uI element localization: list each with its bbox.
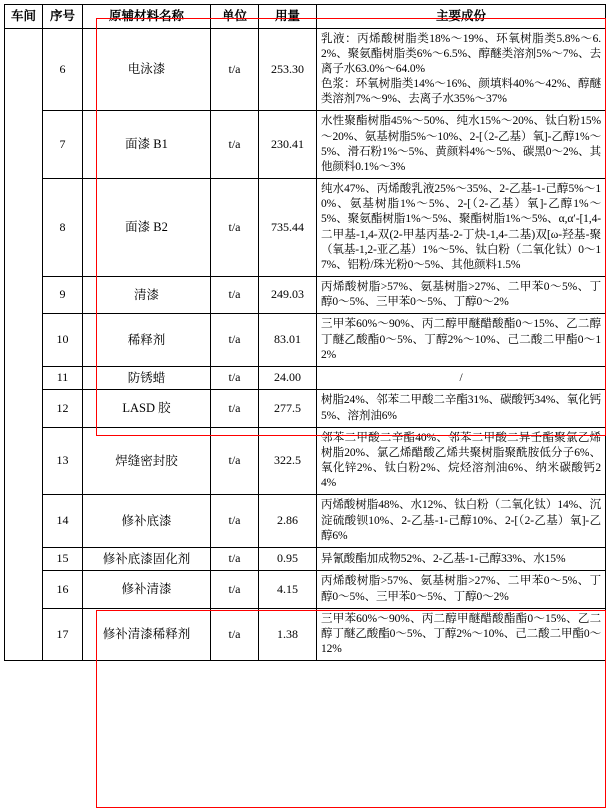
cell-material-name: 防锈蜡 [83,366,211,390]
table-row [5,111,606,179]
cell-material-name: LASD 胶 [83,390,211,427]
cell-composition: 丙烯酸树脂>57%、氨基树脂>27%、二甲苯0～5%、丁醇0～5%、三甲苯0～5%、丁醇0～2% [317,277,606,314]
cell-quantity: 2.86 [259,495,317,548]
cell-sequence: 14 [43,495,83,548]
cell-composition: 丙烯酸树脂>57%、氨基树脂>27%、二甲苯0～5%、丁醇0～5%、三甲苯0～5%、丁醇0～2% [317,571,606,608]
cell-quantity: 83.01 [259,314,317,367]
cell-unit: t/a [211,111,259,179]
table-header-row [5,5,606,29]
cell-sequence: 11 [43,366,83,390]
cell-composition: 纯水47%、丙烯酸乳液25%～35%、2-乙基-1-己醇5%～10%、氨基树脂1%～5%、2-[（2-乙基）氧]-乙醇1%～5%、聚氨酯树脂1%～5%、聚酯树脂1%～5%、α,α′-[1,4-二甲基-1,4-双(2-甲基丙基-2-丁炔-1,4-二基)双[ω-羟基-聚（氧基-1,2-亚乙基）1%～5%、钛白粉（二氧化钛）0～17%、铝粉/珠光粉0～5%、其他颜料1.5% [317,179,606,277]
cell-quantity: 322.5 [259,427,317,495]
cell-quantity: 24.00 [259,366,317,390]
table-row [5,608,606,661]
cell-material-name: 修补底漆固化剂 [83,547,211,571]
cell-material-name: 稀释剂 [83,314,211,367]
cell-sequence: 16 [43,571,83,608]
table-row [5,277,606,314]
cell-quantity: 230.41 [259,111,317,179]
cell-composition: 树脂24%、邻苯二甲酸二辛酯31%、碳酸钙34%、氧化钙5%、溶剂油6% [317,390,606,427]
raw-material-table [4,4,606,661]
table-row [5,547,606,571]
cell-sequence: 13 [43,427,83,495]
cell-unit: t/a [211,366,259,390]
cell-composition: 水性聚酯树脂45%～50%、纯水15%～20%、钛白粉15%～20%、氨基树脂5%～10%、2-[（2-乙基）氧]-乙醇1%～5%、滑石粉1%～5%、黄颜料4%～5%、碳黑0～2%、其他颜料0.1%～3% [317,111,606,179]
cell-composition: 异氰酸酯加成物52%、2-乙基-1-己醇33%、水15% [317,547,606,571]
table-row [5,179,606,277]
cell-composition: 三甲苯60%～90%、丙二醇甲醚醋酸酯酯0～15%、乙二醇丁醚乙酸酯0～5%、丁醇2%～10%、己二酸二甲酯0～12% [317,608,606,661]
cell-quantity: 253.30 [259,28,317,111]
cell-sequence: 7 [43,111,83,179]
table-header [5,5,606,29]
cell-composition: 邻苯二甲酸二辛酯40%、邻苯二甲酸二异壬酯聚氯乙烯树脂20%、氯乙烯醋酸乙烯共聚树脂聚酰胺低分子6%、氧化锌2%、钛白粉2%、烷烃溶剂油6%、纳米碳酸钙24% [317,427,606,495]
cell-quantity: 0.95 [259,547,317,571]
cell-sequence: 6 [43,28,83,111]
cell-material-name: 清漆 [83,277,211,314]
cell-unit: t/a [211,608,259,661]
table-row [5,495,606,548]
cell-unit: t/a [211,390,259,427]
cell-sequence: 12 [43,390,83,427]
cell-sequence: 15 [43,547,83,571]
cell-quantity: 249.03 [259,277,317,314]
cell-workshop [5,28,43,661]
cell-unit: t/a [211,277,259,314]
cell-unit: t/a [211,28,259,111]
cell-material-name: 面漆 B2 [83,179,211,277]
table-row [5,314,606,367]
column-header-composition: 主要成份 [317,5,606,29]
cell-unit: t/a [211,314,259,367]
cell-unit: t/a [211,427,259,495]
cell-sequence: 10 [43,314,83,367]
cell-composition: 丙烯酸树脂48%、水12%、钛白粉（二氧化钛）14%、沉淀硫酸钡10%、2-乙基-1-己醇10%、2-[（2-乙基）氧]-乙醇6% [317,495,606,548]
cell-quantity: 735.44 [259,179,317,277]
cell-unit: t/a [211,179,259,277]
cell-material-name: 电泳漆 [83,28,211,111]
cell-unit: t/a [211,571,259,608]
cell-material-name: 修补清漆稀释剂 [83,608,211,661]
cell-sequence: 9 [43,277,83,314]
table-row [5,366,606,390]
cell-composition: / [317,366,606,390]
column-header-material-name: 原辅材料名称 [83,5,211,29]
cell-material-name: 修补清漆 [83,571,211,608]
column-header-unit: 单位 [211,5,259,29]
column-header-workshop: 车间 [5,5,43,29]
cell-sequence: 8 [43,179,83,277]
table-row [5,390,606,427]
table-body [5,28,606,661]
cell-quantity: 277.5 [259,390,317,427]
cell-material-name: 焊缝密封胶 [83,427,211,495]
cell-composition: 三甲苯60%～90%、丙二醇甲醚醋酸酯0～15%、乙二醇丁醚乙酸酯0～5%、丁醇2%～10%、己二酸二甲酯0～12% [317,314,606,367]
table-row [5,28,606,111]
column-header-sequence: 序号 [43,5,83,29]
column-header-quantity: 用量 [259,5,317,29]
cell-unit: t/a [211,547,259,571]
cell-sequence: 17 [43,608,83,661]
cell-unit: t/a [211,495,259,548]
cell-quantity: 4.15 [259,571,317,608]
cell-material-name: 面漆 B1 [83,111,211,179]
cell-material-name: 修补底漆 [83,495,211,548]
table-row [5,427,606,495]
cell-quantity: 1.38 [259,608,317,661]
table-row [5,571,606,608]
cell-composition: 乳液：丙烯酸树脂类18%～19%、环氧树脂类5.8%～6.2%、聚氨酯树脂类6%～6.5%、醇醚类溶剂5%～7%、去离子水63.0%～64.0% 色浆：环氧树脂类14%～16%、颜填料40%～42%、醇醚类溶剂7%～9%、去离子水35%～37% [317,28,606,111]
